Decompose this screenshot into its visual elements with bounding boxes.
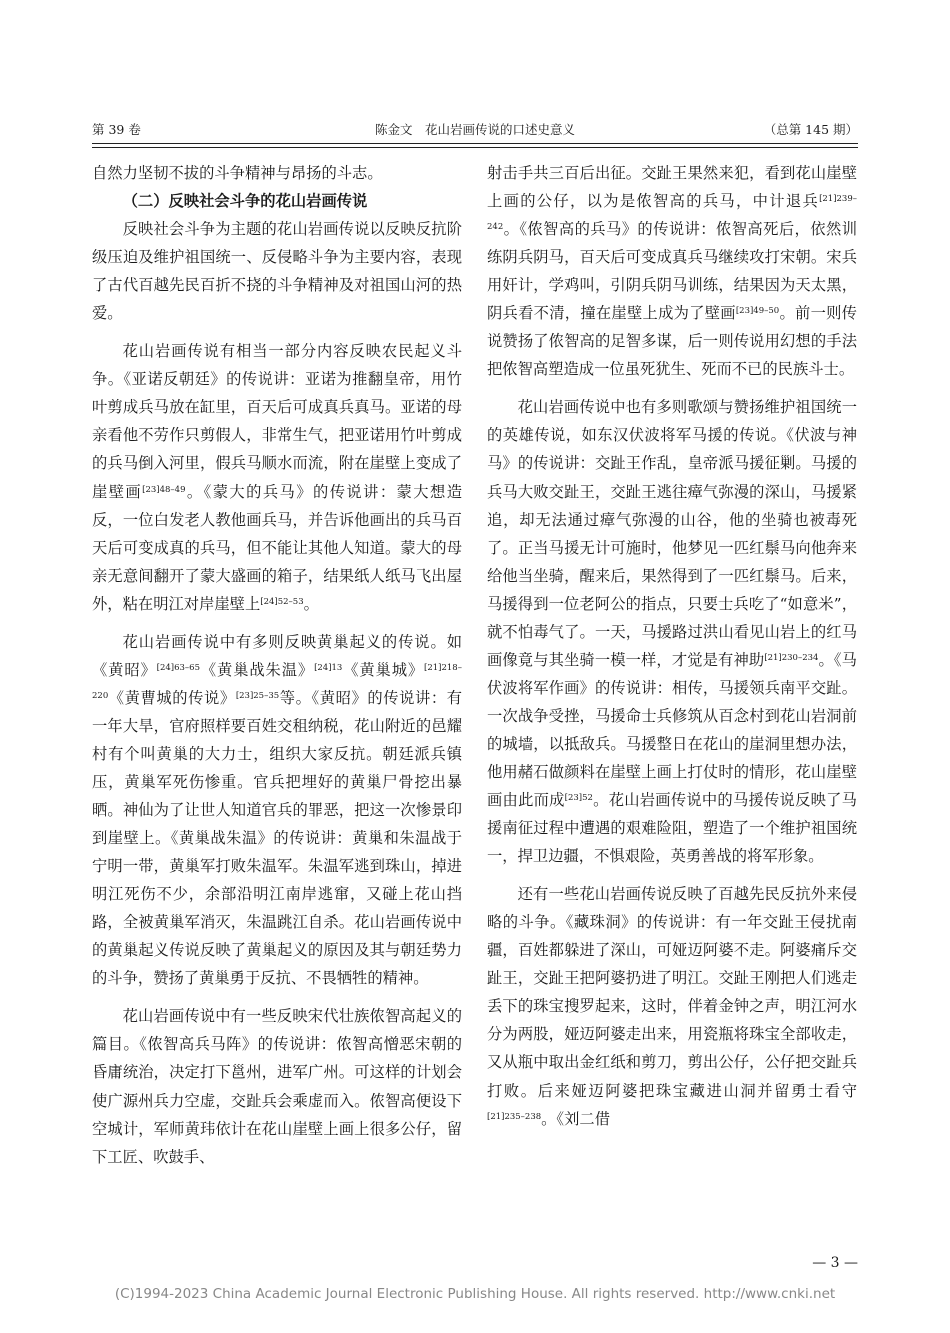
paragraph-mayuan: 花山岩画传说中也有多则歌颂与赞扬维护祖国统一的英雄传说，如东汉伏波将军马援的传说。《伏波与神马》的传说讲：交趾王作乱，皇帝派马援征剿。马援的兵马大败交趾王，交趾王逃往瘴气弥漫的深山，马援紧追，却无法通过瘴气弥漫的山谷，他的坐骑也被毒死了。正当马援无计可施时，他梦见一匹红鬃马向他奔来给他当坐骑，醒来后，果然得到了一匹红鬃马。后来，马援得到一位老阿公的指点，只要士兵吃了“如意米”，就不怕毒气了。一天，马援路过洪山看见山岩上的红马画像竟与其坐骑一模一样，才觉是有神助$^{[21]230-234}$。《马伏波将军作画》的传说讲：相传，马援领兵南平交趾。一次战争受挫，马援命士兵修筑从百念村到花山岩洞前的城墙，以抵敌兵。马援整日在花山的崖洞里想办法，他用赭石做颜料在崖壁上画上打仗时的情形，花山崖壁画由此而成$^{[23]52}$。花山岩画传说中的马援传说反映了马援南征过程中遭遇的艰难险阻，塑造了一个维护祖国统一，捍卫边疆，不惧艰险，英勇善战的将军形象。 xyxy=(487,398,857,866)
citation: [24]13 xyxy=(314,662,343,673)
paragraph-nongzhigao: 花山岩画传说中有一些反映宋代壮族侬智高起义的篇目。《侬智高兵马阵》的传说讲：侬智高憎恶宋朝的昏庸统治，决定打下邕州，进军广州。可这样的计划会使广源州兵力空虚，交趾兵会乘虚而入。侬智高便设下空城计，军师黄玮依计在花山崖壁上画上很多公仔，留下工匠、吹鼓手、 xyxy=(92,1007,462,1166)
header-rule-thick xyxy=(92,143,858,144)
running-title: 陈金文 花山岩画传说的口述史意义 xyxy=(374,122,575,137)
paragraph-continuation: 射击手共三百后出征。交趾王果然来犯，看到花山崖壁上画的公仔，以为是侬智高的兵马，中计退兵$^{[21]239-242}$。《侬智高的兵马》的传说讲：侬智高死后，依然训练阴兵阴马，百天后可变成真兵马继续攻打宋朝。宋兵用奸计，学鸡叫，引阴兵阴马训练，结果因为天太黑，阴兵看不清，撞在崖壁上成为了壁画$^{[23]49-50}$。前一则传说赞扬了侬智高的足智多谋，后一则传说用幻想的手法把侬智高塑造成一位虽死犹生、死而不已的民族斗士。 xyxy=(487,164,857,379)
section-heading: （二）反映社会斗争的花山岩画传说 xyxy=(122,192,368,211)
header-rule-thin xyxy=(92,147,858,148)
page-number: — 3 — xyxy=(812,1255,858,1271)
citation: [21]235–238 xyxy=(487,1111,542,1122)
citation: [21]218–220 xyxy=(92,662,462,701)
left-column xyxy=(92,159,462,1171)
right-column xyxy=(487,159,857,1133)
paragraph-huangchao: 花山岩画传说中有多则反映黄巢起义的传说。如《黄昭》$^{[24]63-65}$《黄巢战朱温》$^{[24]13}$《黄巢城》$^{[21]218-220}$《黄曹城的传说》$^{[23]25-35}$等。《黄昭》的传说讲：有一年大旱，官府照样要百姓交租纳税，花山附近的邑耀村有个叫黄巢的大力士，组织大家反抗。朝廷派兵镇压，黄巢军死伤惨重。官兵把埋好的黄巢尸骨挖出暴晒。神仙为了让世人知道官兵的罪恶，把这一次惨景印到崖壁上。《黄巢战朱温》的传说讲：黄巢和朱温战于宁明一带，黄巢军打败朱温军。朱温军逃到珠山，掉进明江死伤不少，余部沿明江南岸逃窜，又碰上花山挡路，全被黄巢军消灭，朱温跳江自杀。花山岩画传说中的黄巢起义传说反映了黄巢起义的原因及其与朝廷势力的斗争，赞扬了黄巢勇于反抗、不畏牺牲的精神。 xyxy=(92,632,462,988)
copyright-footer: (C)1994-2023 China Academic Journal Electronic Publishing House. All rights reserved. http://www.cnki.net xyxy=(114,1286,836,1302)
citation: [23]48–49 xyxy=(142,484,186,495)
paragraph-intro: 反映社会斗争为主题的花山岩画传说以反映反抗阶级压迫及维护祖国统一、反侵略斗争为主要内容，表现了古代百越先民百折不挠的斗争精神及对祖国山河的热爱。 xyxy=(92,220,462,323)
paragraph-peasant-uprising: 花山岩画传说有相当一部分内容反映农民起义斗争。《亚诺反朝廷》的传说讲：亚诺为推翻皇帝，用竹叶剪成兵马放在缸里，百天后可成真兵真马。亚诺的母亲看他不劳作只剪假人，非常生气，把亚诺用竹叶剪成的兵马倒入河里，假兵马顺水而流，附在崖壁上变成了崖壁画$^{[23]48-49}$。《蒙大的兵马》的传说讲：蒙大想造反，一位白发老人教他画兵马，并告诉他画出的兵马百天后可变成真的兵马，但不能让其他人知道。蒙大的母亲无意间翻开了蒙大盛画的箱子，结果纸人纸马飞出屋外，粘在明江对岸崖壁上$^{[24]52-53}$。 xyxy=(92,342,462,613)
issue-label: （总第 145 期） xyxy=(763,122,858,137)
citation: [23]25–35 xyxy=(235,690,280,701)
citation: [24]52–53 xyxy=(260,596,304,607)
running-header xyxy=(92,120,858,142)
volume-label: 第 39 卷 xyxy=(92,122,141,137)
paragraph-continuation: 自然力坚韧不拔的斗争精神与昂扬的斗志。 xyxy=(92,164,383,182)
citation: [24]63–65 xyxy=(156,662,201,673)
citation: [21]230–234 xyxy=(764,652,819,663)
citation: [21]239–242 xyxy=(487,194,857,233)
paragraph-anti-invasion: 还有一些花山岩画传说反映了百越先民反抗外来侵略的斗争。《藏珠洞》的传说讲：有一年交趾王侵扰南疆，百姓都躲进了深山，可娅迈阿婆不走。阿婆痛斥交趾王，交趾王把阿婆扔进了明江。交趾王刚把人们逃走丢下的珠宝搜罗起来，这时，伴着金钟之声，明江河水分为两股，娅迈阿婆走出来，用瓷瓶将珠宝全部收走，又从瓶中取出金红纸和剪刀，剪出公仔，公仔把交趾兵打败。后来娅迈阿婆把珠宝藏进山洞并留勇士看守$^{[21]235-238}$。《刘二借 xyxy=(487,885,857,1128)
citation: [23]49–50 xyxy=(735,306,780,317)
citation: [23]52 xyxy=(564,793,593,804)
